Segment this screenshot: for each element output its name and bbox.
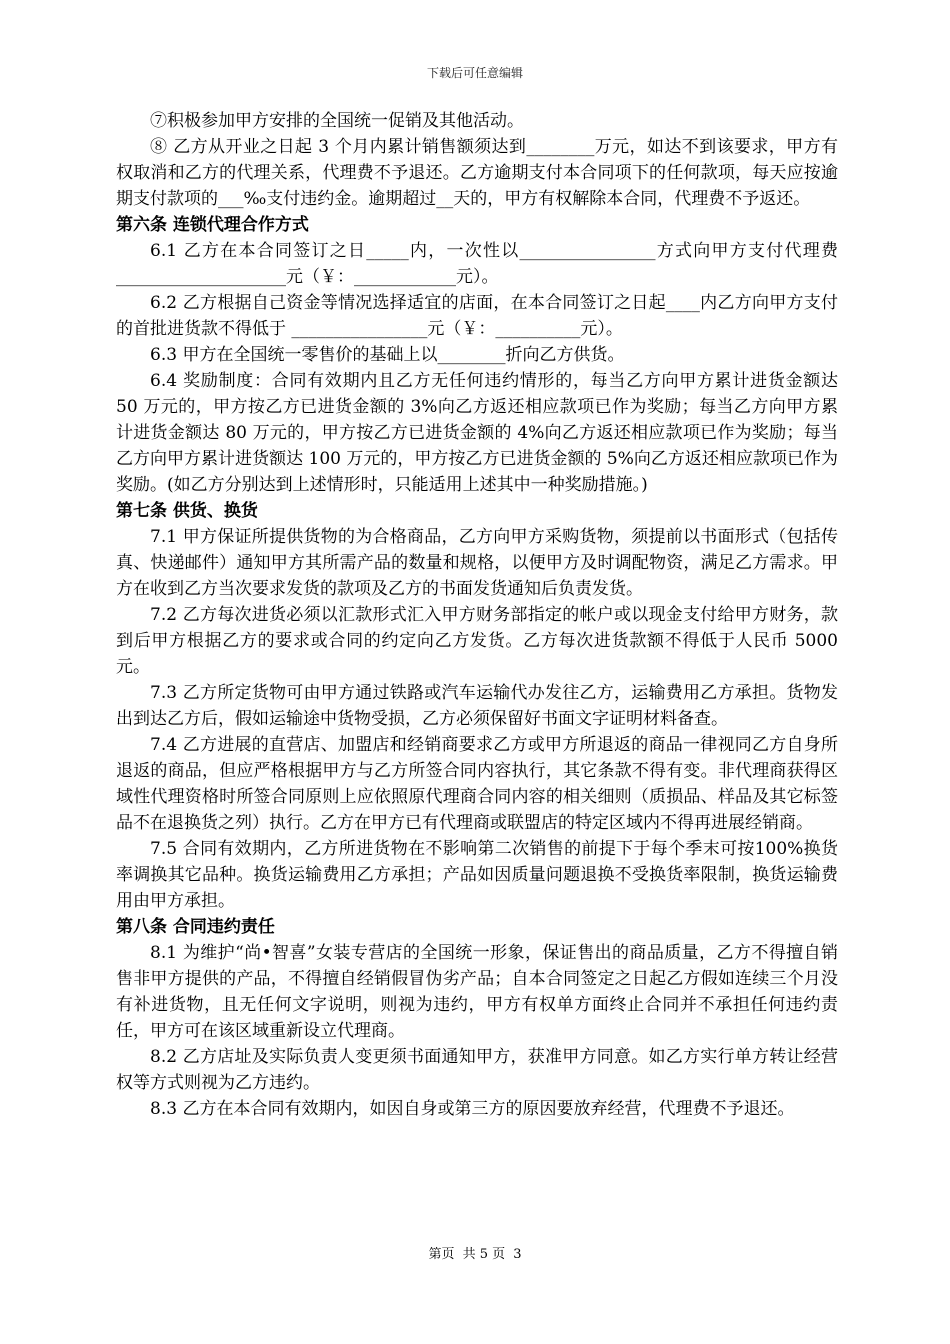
page-header: 下载后可任意编辑 bbox=[426, 66, 523, 80]
clause-7-2: 7.2 乙方每次进货必须以汇款形式汇入甲方财务部指定的帐户或以现金支付给甲方财务，款到后甲方根据乙方的要求或合同的约定向乙方发货。乙方每次进货款额不得低于人民币 5000 元。 bbox=[116, 605, 838, 677]
total-pages: 共 5 页 bbox=[462, 1247, 506, 1262]
clause-6-3: 6.3 甲方在全国统一零售价的基础上以________折向乙方供货。 bbox=[150, 345, 625, 365]
clause-6-1: 6.1 乙方在本合同签订之日_____内，一次性以________________方式向甲方支付代理费____________________元（￥：____________元）。 bbox=[116, 241, 838, 287]
document-body bbox=[116, 108, 838, 1122]
page-number: 3 bbox=[513, 1247, 522, 1262]
article-7-heading: 第七条 供货、换货 bbox=[116, 501, 258, 521]
clause-7-3: 7.3 乙方所定货物可由甲方通过铁路或汽车运输代办发往乙方，运输费用乙方承担。货物发出到达乙方后，假如运输途中货物受损，乙方必须保留好书面文字证明材料备查。 bbox=[116, 683, 838, 729]
clause-8-1: 8.1 为维护“尚•智喜”女装专营店的全国统一形象，保证售出的商品质量，乙方不得擅自销售非甲方提供的产品，不得擅自经销假冒伪劣产品；自本合同签定之日起乙方假如连续三个月没有补进货物，且无任何文字说明，则视为违约，甲方有权单方面终止合同并不承担任何违约责任，甲方可在该区域重新设立代理商。 bbox=[116, 943, 838, 1041]
clause-8-2: 8.2 乙方店址及实际负责人变更须书面通知甲方，获准甲方同意。如乙方实行单方转让经营权等方式则视为乙方违约。 bbox=[116, 1047, 838, 1093]
page-footer bbox=[0, 1243, 950, 1262]
page-label: 第页 bbox=[428, 1247, 455, 1262]
clause-7-5: 7.5 合同有效期内，乙方所进货物在不影响第二次销售的前提下于每个季末可按100%换货率调换其它品种。换货运输费用乙方承担；产品如因质量问题退换不受换货率限制，换货运输费用由甲方承担。 bbox=[116, 839, 838, 911]
article-6-heading: 第六条 连锁代理合作方式 bbox=[116, 215, 309, 235]
article-8-heading: 第八条 合同违约责任 bbox=[116, 917, 275, 937]
clause-6-2: 6.2 乙方根据自己资金等情况选择适宜的店面，在本合同签订之日起____内乙方向甲方支付的首批进货款不得低于 ________________元（￥：__________元）。 bbox=[116, 293, 838, 339]
clause-7-4: 7.4 乙方进展的直营店、加盟店和经销商要求乙方或甲方所退返的商品一律视同乙方自身所退返的商品，但应严格根据甲方与乙方所签合同内容执行，其它条款不得有变。非代理商获得区域性代理资格时所签合同原则上应依照原代理商合同内容的相关细则（质损品、样品及其它标签品不在退换货之列）执行。乙方在甲方已有代理商或联盟店的特定区域内不得再进展经销商。 bbox=[116, 735, 838, 833]
clause-6-4: 6.4 奖励制度：合同有效期内且乙方无任何违约情形的，每当乙方向甲方累计进货金额达 50 万元的，甲方按乙方已进货金额的 3%向乙方返还相应款项已作为奖励；每当乙方向甲方累计进货金额达 80 万元的，甲方按乙方已进货金额的 4%向乙方返还相应款项已作为奖励；每当乙方向甲方累计进货额达 100 万元的，甲方按乙方已进货金额的 5%向乙方返还相应款项已作为奖励。(如乙方分别达到上述情形时，只能适用上述其中一种奖励措施。) bbox=[116, 371, 838, 495]
clause-8: ⑧ 乙方从开业之日起 3 个月内累计销售额须达到________万元，如达不到该要求，甲方有权取消和乙方的代理关系，代理费不予退还。乙方逾期支付本合同项下的任何款项，每天应按逾期支付款项的___‰支付违约金。逾期超过__天的，甲方有权解除本合同，代理费不予返还。 bbox=[116, 137, 838, 209]
clause-7-1: 7.1 甲方保证所提供货物的为合格商品，乙方向甲方采购货物，须提前以书面形式（包括传真、快递邮件）通知甲方其所需产品的数量和规格，以便甲方及时调配物资，满足乙方需求。甲方在收到乙方当次要求发货的款项及乙方的书面发货通知后负责发货。 bbox=[116, 527, 838, 599]
clause-8-3: 8.3 乙方在本合同有效期内，如因自身或第三方的原因要放弃经营，代理费不予退还。 bbox=[150, 1099, 795, 1119]
clause-7: ⑦积极参加甲方安排的全国统一促销及其他活动。 bbox=[150, 111, 524, 131]
